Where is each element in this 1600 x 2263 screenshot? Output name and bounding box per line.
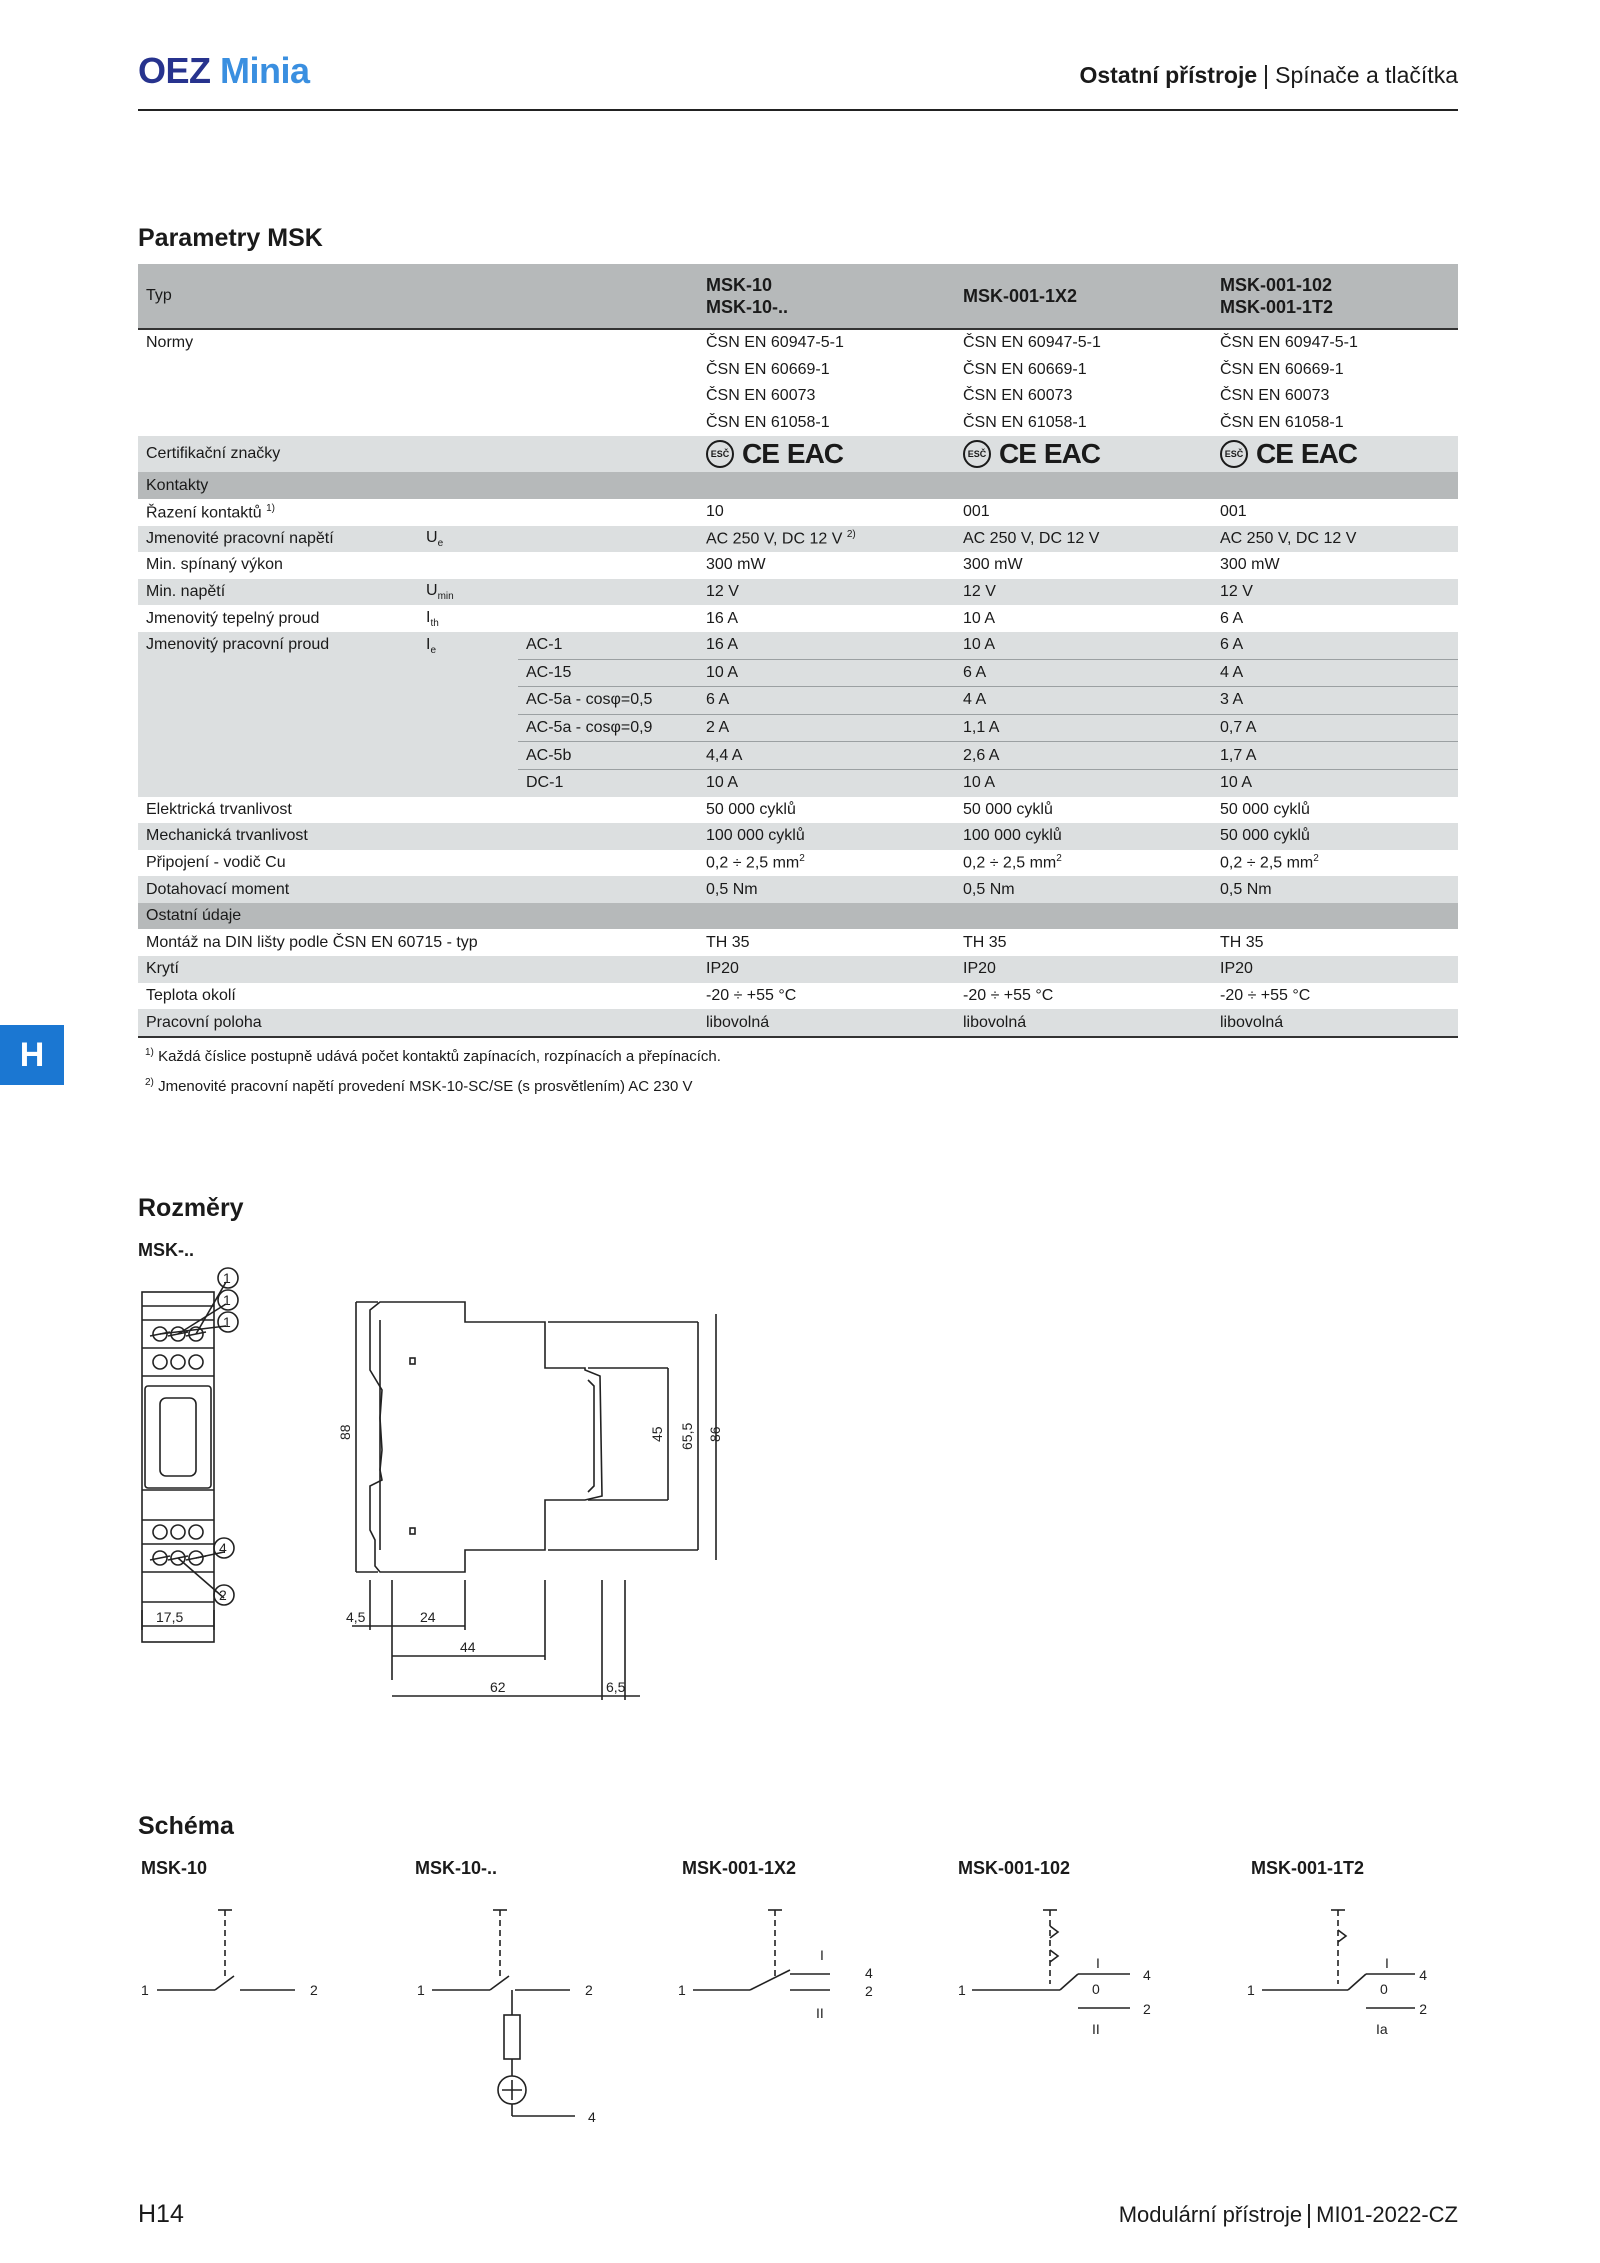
footnote: $^{1)}$ Každá číslice postupně udává počet kontaktů zapínacích, rozpínacích a přepínacích. [145, 1047, 721, 1065]
svg-text:II: II [1092, 2021, 1100, 2037]
header-subcategory: Spínače a tlačítka [1275, 62, 1458, 88]
svg-text:2: 2 [865, 1983, 873, 1999]
footnote: $^{2)}$ Jmenovité pracovní napětí provedení MSK-10-SC/SE (s prosvětlením) AC 230 V [145, 1077, 693, 1095]
row-label: Normy [146, 334, 194, 351]
svg-text:4: 4 [588, 2109, 596, 2125]
dim-86: 86 [707, 1426, 723, 1442]
svg-text:I: I [1096, 1955, 1100, 1971]
row-label: Mechanická trvanlivost [138, 823, 698, 850]
ce-mark-icon: CE [1256, 438, 1293, 470]
row-label: Teplota okolí [146, 986, 236, 1004]
table-row-normy [138, 329, 1458, 436]
row-label: Jmenovitý tepelný proud [146, 609, 320, 627]
ce-mark-icon: CE [742, 438, 779, 470]
esc-cert-icon: ESČ [963, 440, 991, 468]
dim-44: 44 [460, 1639, 476, 1655]
table-row: Elektrická trvanlivost 50 000 cyklů 50 000 cyklů 50 000 cyklů [138, 797, 1458, 824]
header-rule [138, 109, 1458, 111]
row-label: Pracovní poloha [138, 1009, 698, 1037]
row-symbol: $I_e$ [418, 632, 518, 797]
table-row: Jmenovitý tepelný proud $I_{th}$ 16 A 10 A 6 A [138, 605, 1458, 632]
table-row: Montáž na DIN lišty podle ČSN EN 60715 - typ TH 35 TH 35 TH 35 [138, 929, 1458, 956]
dimensions-title: Rozměry [138, 1194, 244, 1222]
svg-text:0: 0 [1380, 1981, 1388, 1997]
schema-title: Schéma [138, 1812, 234, 1840]
ce-mark-icon: CE [999, 438, 1036, 470]
logo-minia: Minia [220, 50, 310, 91]
table-row: Připojení - vodič Cu 0,2 ÷ 2,5 $mm^2$ 0,2 ÷ 2,5 $mm^2$ 0,2 ÷ 2,5 $mm^2$ [138, 850, 1458, 877]
row-label: Připojení - vodič Cu [146, 853, 286, 871]
col3-name-b: MSK-001-1T2 [1220, 297, 1334, 317]
table-row: AC-5a - cosφ=0,5 6 A 4 A 3 A [138, 687, 1458, 715]
dimensions-subtitle: MSK-.. [138, 1240, 194, 1260]
norms-col1: ČSN EN 60947-5-1 ČSN EN 60669-1 ČSN EN 60073 ČSN EN 61058-1 [706, 334, 844, 431]
table-row: Teplota okolí -20 ÷ +55 °C -20 ÷ +55 °C -20 ÷ +55 °C [138, 983, 1458, 1010]
esc-cert-icon: ESČ [1220, 440, 1248, 468]
page-number: H14 [138, 2200, 184, 2228]
table-category-row [138, 903, 1458, 930]
dim-62: 62 [490, 1679, 506, 1695]
col1-name-a: MSK-10 [706, 275, 773, 295]
svg-text:I: I [1385, 1955, 1389, 1971]
dim-24: 24 [420, 1609, 436, 1625]
schema-msk-10-lamp [432, 1910, 575, 2116]
svg-text:4: 4 [1419, 1967, 1427, 1983]
schema-msk-001-1t2 [1262, 1910, 1415, 2008]
svg-text:Ia: Ia [1376, 2021, 1388, 2037]
svg-text:I: I [820, 1947, 824, 1963]
svg-text:4: 4 [1143, 1967, 1151, 1983]
svg-text:1: 1 [1247, 1982, 1255, 1998]
norms-col2: ČSN EN 60947-5-1 ČSN EN 60669-1 ČSN EN 60073 ČSN EN 61058-1 [963, 334, 1101, 431]
svg-text:4: 4 [865, 1965, 873, 1981]
norms-col3: ČSN EN 60947-5-1 ČSN EN 60669-1 ČSN EN 60073 ČSN EN 61058-1 [1220, 334, 1358, 431]
table-row: DC-1 10 A 10 A 10 A [138, 769, 1458, 796]
header-col3 [1212, 264, 1458, 329]
callout-number: 2 [219, 1587, 227, 1603]
header-divider [1265, 65, 1267, 89]
category-kontakty: Kontakty [138, 472, 1458, 499]
row-symbol: $U_{min}$ [418, 579, 518, 606]
table-row: Krytí IP20 IP20 IP20 [138, 956, 1458, 983]
row-label: Dotahovací moment [138, 876, 698, 903]
svg-text:1: 1 [958, 1982, 966, 1998]
cert-marks [955, 436, 1212, 472]
front-view-body [142, 1292, 214, 1642]
table-row: Jmenovité pracovní napětí $U_e$ AC 250 V, DC 12 V $^{2)}$ AC 250 V, DC 12 V AC 250 V, DC 12 V [138, 526, 1458, 553]
side-view-body [370, 1302, 602, 1572]
svg-text:2: 2 [1143, 2001, 1151, 2017]
dimension-drawing [120, 1250, 723, 1710]
col1-name-b: MSK-10-.. [706, 297, 789, 317]
logo-oez: OEZ [138, 50, 211, 91]
svg-text:1: 1 [141, 1982, 149, 1998]
footer-doc-code: MI01-2022-CZ [1316, 2202, 1458, 2227]
table-category-row [138, 472, 1458, 499]
chapter-tab: H [0, 1025, 64, 1085]
dim-65-5: 65,5 [679, 1422, 695, 1450]
dim-88: 88 [337, 1424, 353, 1440]
params-title: Parametry MSK [138, 224, 323, 252]
schema-label-4: MSK-001-102 [958, 1858, 1071, 1878]
cert-marks [698, 436, 955, 472]
dim-6-5: 6,5 [606, 1679, 626, 1695]
callout-number: 1 [223, 1292, 231, 1308]
schema-label-5: MSK-001-1T2 [1251, 1858, 1365, 1878]
callout-number: 1 [223, 1270, 231, 1286]
svg-text:1: 1 [417, 1982, 425, 1998]
svg-text:II: II [816, 2005, 824, 2021]
schema-msk-001-1x2 [693, 1910, 830, 1990]
table-row: AC-5a - cosφ=0,9 2 A 1,1 A 0,7 A [138, 714, 1458, 742]
header-typ: Typ [138, 264, 698, 329]
footer-doc [1119, 2202, 1458, 2228]
row-label: Jmenovitý pracovní proud [138, 632, 418, 797]
table-row: Mechanická trvanlivost 100 000 cyklů 100 000 cyklů 50 000 cyklů [138, 823, 1458, 850]
row-label: Montáž na DIN lišty podle ČSN EN 60715 - typ [146, 933, 478, 951]
dim-width: 17,5 [156, 1609, 184, 1625]
params-table [138, 264, 1458, 1038]
callout-number: 1 [223, 1314, 231, 1330]
row-label: Min. spínaný výkon [146, 556, 283, 574]
table-row: Dotahovací moment 0,5 Nm 0,5 Nm 0,5 Nm [138, 876, 1458, 903]
header-section [1080, 62, 1459, 89]
row-label: Krytí [138, 956, 698, 983]
row-label: Certifikační značky [138, 436, 698, 472]
footer-doc-title: Modulární přístroje [1118, 2202, 1303, 2227]
schema-label-1: MSK-10 [141, 1858, 208, 1878]
row-label: Elektrická trvanlivost [146, 800, 292, 818]
eac-mark-icon: EAC [1043, 438, 1101, 470]
row-symbol: $U_e$ [418, 526, 518, 553]
table-row: Jmenovitý pracovní proud $I_e$ AC-1 16 A 10 A 6 A [138, 632, 1458, 659]
esc-cert-icon: ESČ [706, 440, 734, 468]
row-label: Min. napětí [138, 579, 418, 606]
header-category: Ostatní přístroje [1079, 62, 1258, 88]
schema-label-2: MSK-10-.. [415, 1858, 498, 1878]
table-row: Pracovní poloha libovolná libovolná libovolná [138, 1009, 1458, 1037]
svg-text:1: 1 [678, 1982, 686, 1998]
table-row: Min. spínaný výkon 300 mW 300 mW 300 mW [138, 552, 1458, 579]
table-row: Řazení kontaktů $^{1)}$ 10 001 001 [138, 499, 1458, 526]
dim-4-5: 4,5 [346, 1609, 366, 1625]
schema-label-3: MSK-001-1X2 [682, 1858, 797, 1878]
dim-45: 45 [649, 1426, 665, 1442]
table-header-row [138, 264, 1458, 329]
brand-logo [138, 50, 310, 92]
footer-divider [1308, 2204, 1310, 2228]
callout-number: 4 [219, 1540, 227, 1556]
header-col2: MSK-001-1X2 [955, 264, 1212, 329]
schema-msk-10 [157, 1910, 295, 1990]
table-row-cert [138, 436, 1458, 472]
table-row: Min. napětí $U_{min}$ 12 V 12 V 12 V [138, 579, 1458, 606]
svg-text:2: 2 [310, 1982, 318, 1998]
category-ostatni: Ostatní údaje [138, 903, 1458, 930]
cert-marks [1212, 436, 1458, 472]
table-row: AC-5b 4,4 A 2,6 A 1,7 A [138, 742, 1458, 770]
header-col1 [698, 264, 955, 329]
schema-diagrams [130, 1890, 1430, 2150]
eac-mark-icon: EAC [786, 438, 844, 470]
eac-mark-icon: EAC [1300, 438, 1358, 470]
svg-text:2: 2 [585, 1982, 593, 1998]
row-label: Řazení kontaktů $^{1)}$ [146, 502, 275, 521]
row-label: Jmenovité pracovní napětí [138, 526, 418, 553]
row-symbol: $I_{th}$ [426, 608, 439, 629]
table-footnotes [145, 1040, 721, 1100]
table-row: AC-15 10 A 6 A 4 A [138, 659, 1458, 687]
svg-text:2: 2 [1419, 2001, 1427, 2017]
schema-msk-001-102 [972, 1910, 1130, 2008]
col3-name-a: MSK-001-102 [1220, 275, 1333, 295]
svg-text:0: 0 [1092, 1981, 1100, 1997]
